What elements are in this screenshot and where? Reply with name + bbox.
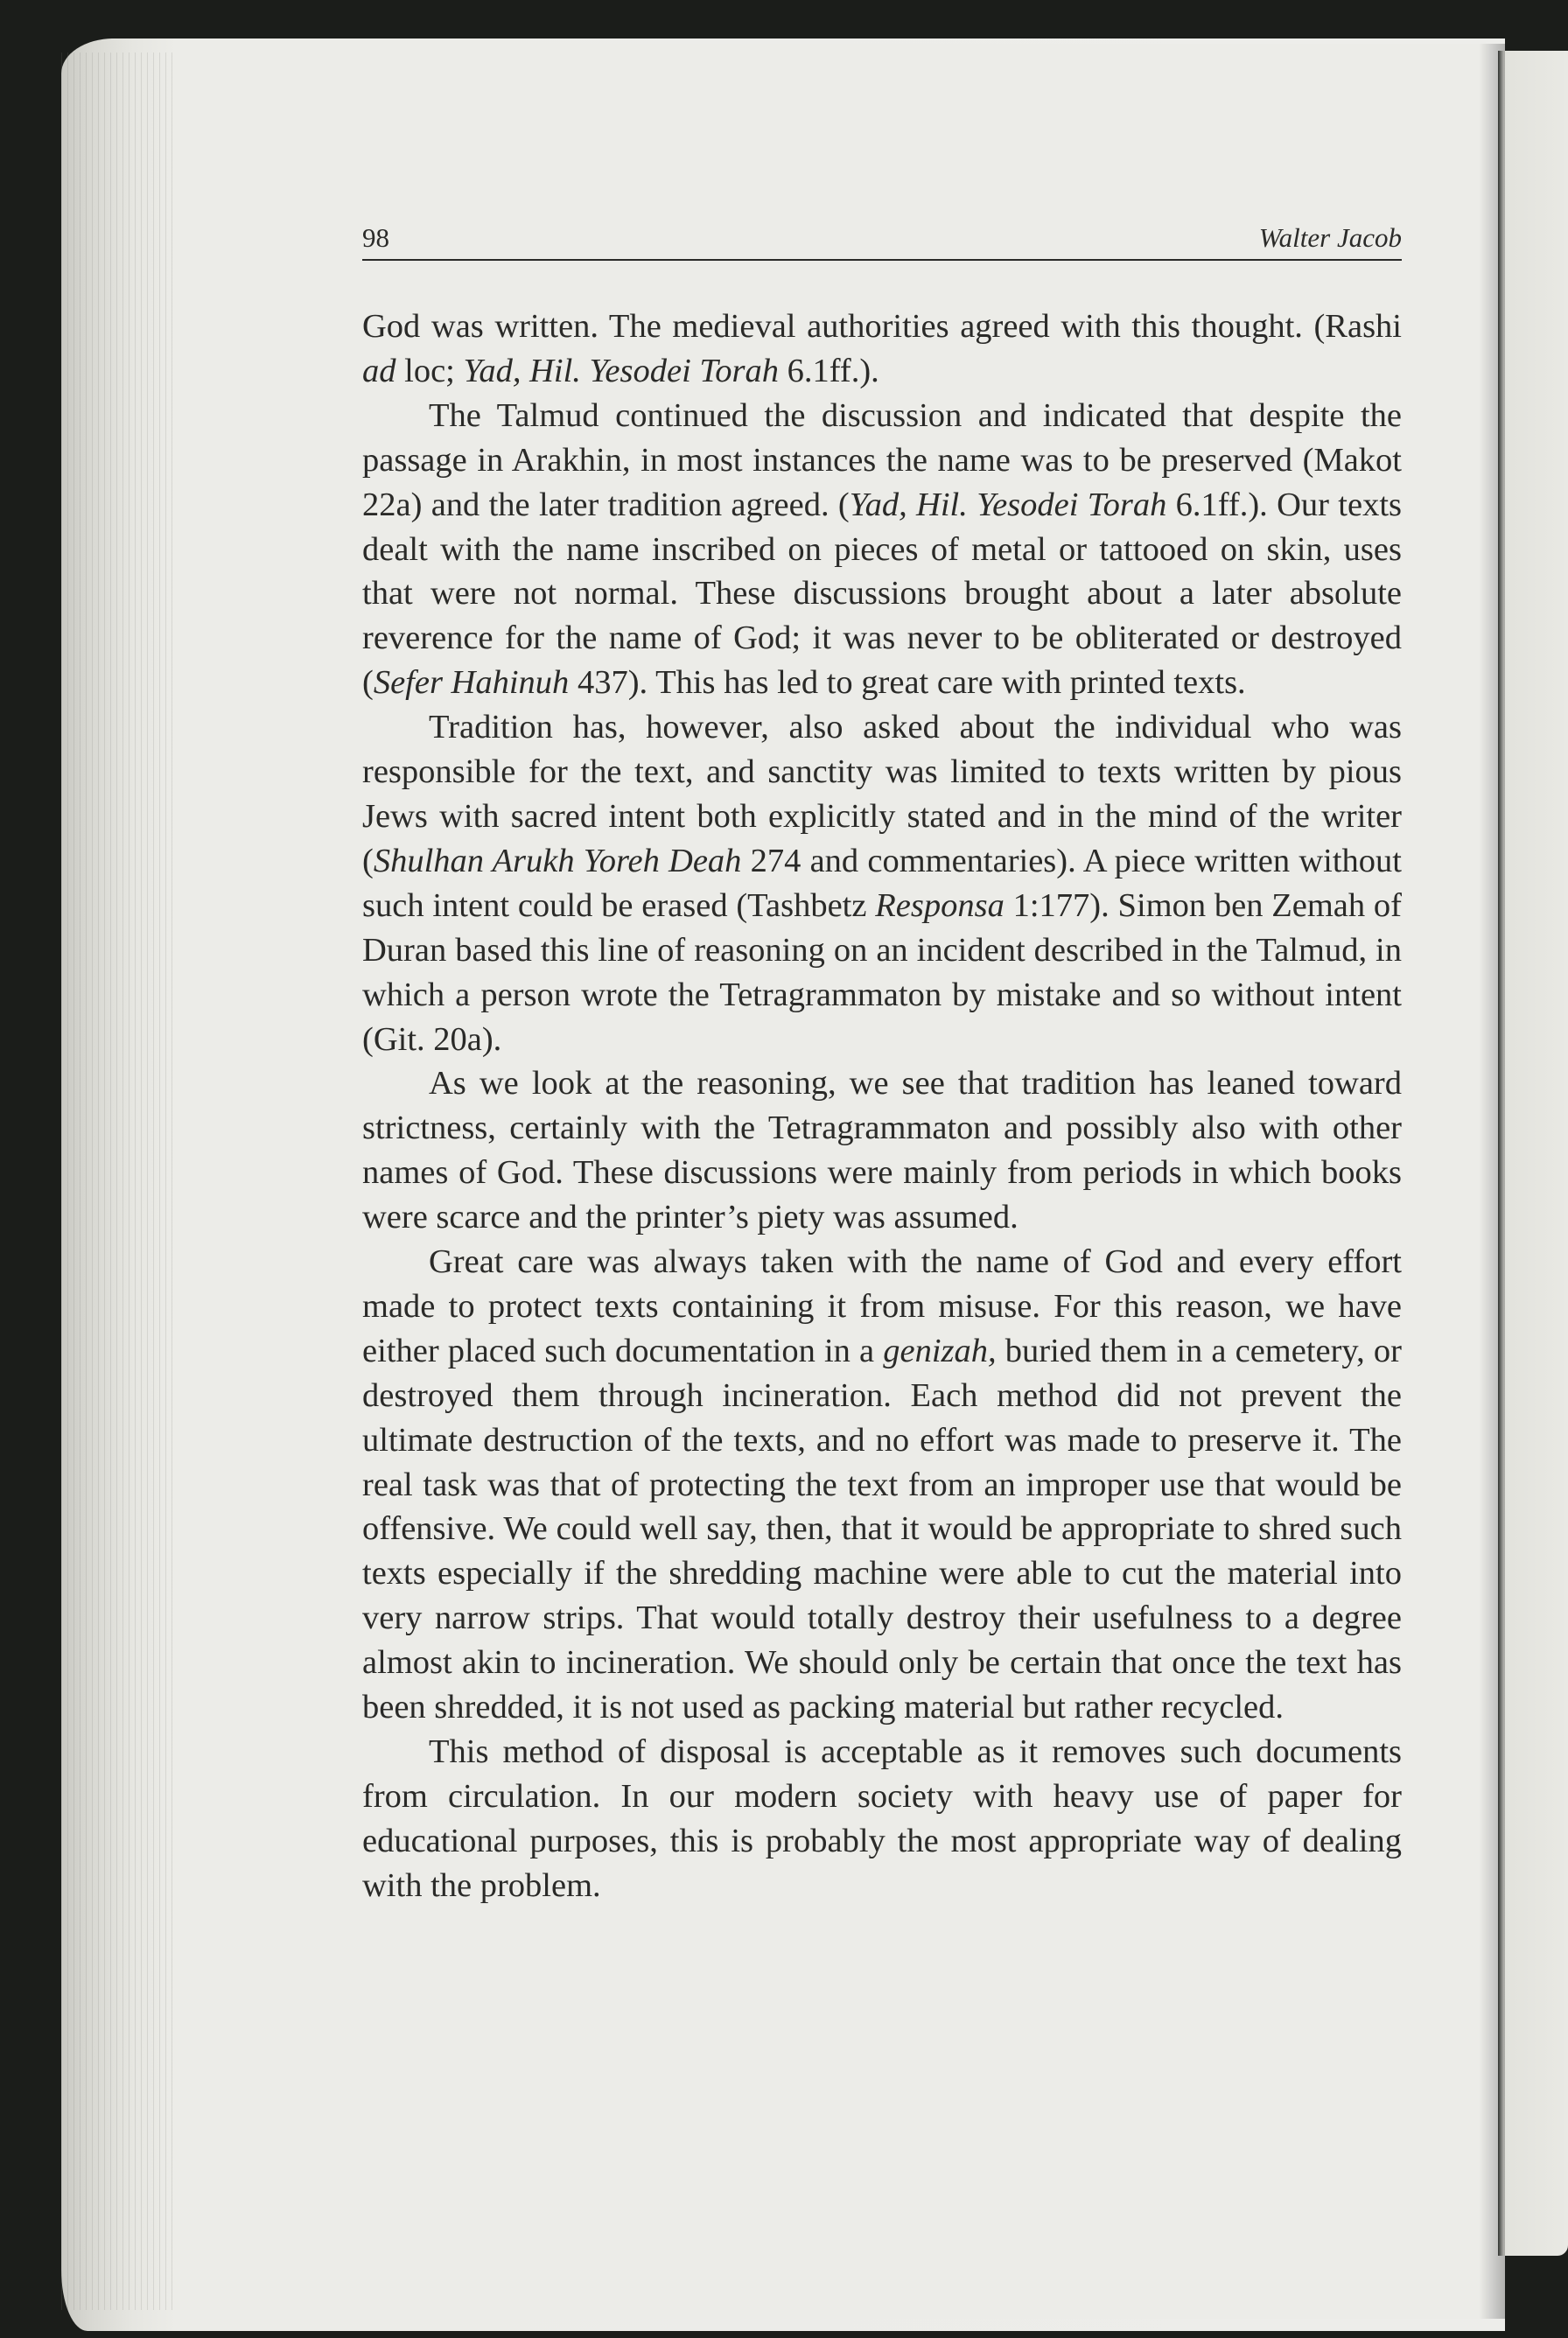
gutter-shadow	[1479, 44, 1505, 2319]
text-run: God was written. The medieval authorities agreed with this thought. (Rashi	[362, 308, 1402, 345]
body-text	[362, 304, 1402, 1908]
text-run: 6.1ff.).	[779, 352, 879, 389]
text-run: 6.1ff.). Our texts dealt with the name inscribed on pieces of metal or tattooed on skin, uses that were not normal. These discussions brought about a later absolute reverence for the name of God; it was never to be obliterated or destroyed (	[362, 486, 1402, 702]
text-run: The Talmud continued the discussion and indicated that despite the passage in Arakhin, in most instances the name was to be preserved (Makot 22a) and the later tradition agreed. (	[362, 396, 1402, 523]
page-header	[362, 217, 1402, 261]
paragraph-1	[362, 304, 1402, 394]
italic-citation: Yad, Hil. Yesodei Torah	[463, 352, 780, 389]
text-run: 437). This has led to great care with printed texts.	[569, 664, 1246, 702]
page-edges	[61, 52, 192, 2310]
italic-citation: Shulhan Arukh Yoreh Deah	[373, 842, 742, 879]
italic-citation: Responsa	[875, 886, 1004, 924]
paragraph-6	[362, 1730, 1402, 1908]
text-run: loc;	[396, 352, 464, 389]
paragraph-3	[362, 705, 1402, 1061]
text-run: 1:177). Simon ben Zemah of Duran based this line of reasoning on an incident described in the Talmud, in which a person wrote the Tetragrammaton by mistake and so without intent (Git. 20a).	[362, 886, 1402, 1058]
paragraph-4	[362, 1061, 1402, 1240]
text-run: This method of disposal is acceptable as it removes such documents from circulation. In our modern society with heavy use of paper for educational purposes, this is probably the most appropriate way of dealing with the problem.	[362, 1733, 1402, 1904]
text-run: Great care was always taken with the name of God and every effort made to protect texts containing it from misuse. For this reason, we have either placed such documentation in a	[362, 1243, 1402, 1369]
page-number: 98	[362, 222, 389, 253]
italic-citation: ad	[362, 352, 396, 389]
text-run: Tradition has, however, also asked about the individual who was responsible for the text, and sanctity was limited to texts written by pious Jews with sacred intent both explicitly stated and in the mind of the writer (	[362, 709, 1402, 879]
running-head-author: Walter Jacob	[1258, 222, 1402, 253]
text-run: 274 and commentaries). A piece written without such intent could be erased (Tashbetz	[362, 842, 1402, 924]
facing-page-edge	[1498, 51, 1568, 2256]
text-run: buried them in a cemetery, or destroyed them through incineration. Each method did not prevent the ultimate destruction of the texts, and no effort was made to preserve it. The real task was that of protecting the text from an improper use that would be offensive. We could well say, then, that it would be appropriate to shred such texts especially if the shredding machine were able to cut the material into very narrow strips. That would totally destroy their usefulness to a degree almost akin to incineration. We should only be certain that once the text has been shredded, it is not used as packing material but rather recycled.	[362, 1332, 1402, 1726]
paragraph-5	[362, 1240, 1402, 1730]
italic-citation: Sefer Hahinuh	[373, 664, 570, 702]
text-run: As we look at the reasoning, we see that tradition has leaned toward strictness, certainly with the Tetragrammaton and possibly also with other names of God. These discussions were mainly from periods in which books were scarce and the printer’s piety was assumed.	[362, 1065, 1402, 1236]
italic-citation: genizah,	[883, 1332, 997, 1369]
paragraph-2	[362, 394, 1402, 705]
italic-citation: Yad, Hil. Yesodei Torah	[849, 486, 1167, 523]
